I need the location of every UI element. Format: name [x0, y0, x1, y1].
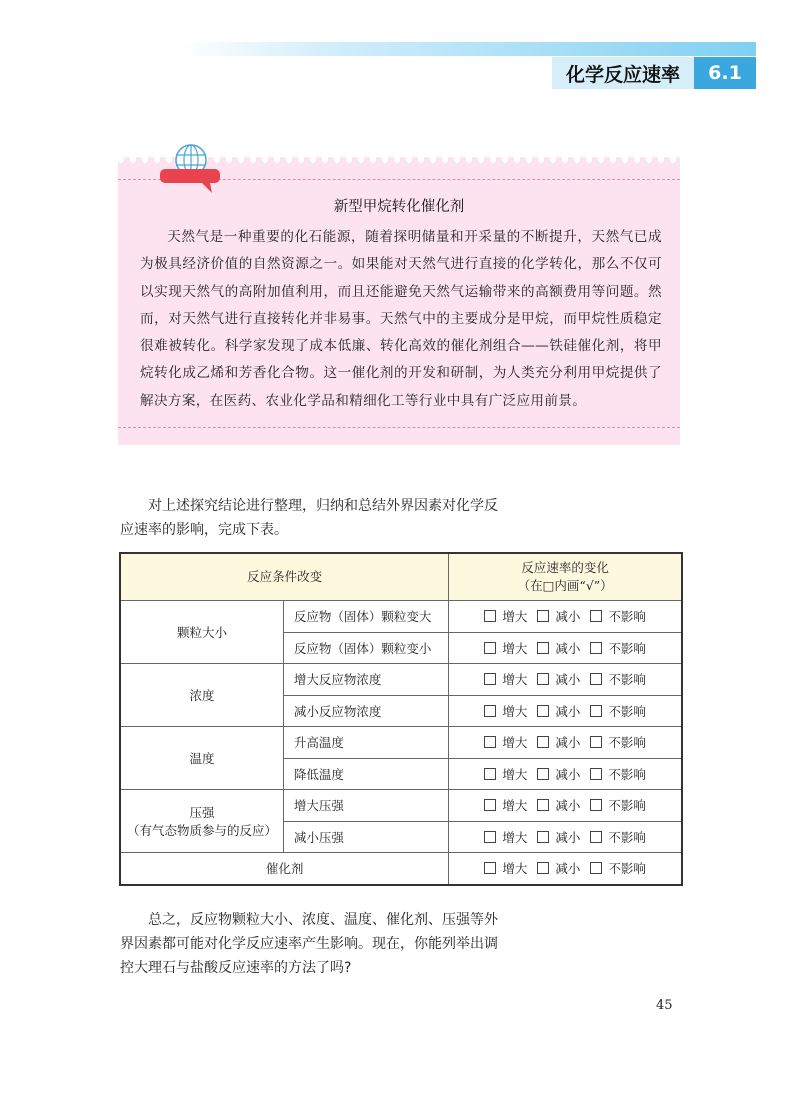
checkbox-icon[interactable]: [537, 673, 549, 685]
checkbox-icon[interactable]: [537, 610, 549, 622]
options-cell: [449, 664, 682, 696]
checkbox-icon[interactable]: [590, 673, 602, 685]
factor-catalyst: 催化剂: [120, 853, 449, 885]
checkbox-icon[interactable]: [590, 642, 602, 654]
option-decrease[interactable]: [537, 670, 580, 688]
option-label: 增大: [502, 829, 528, 845]
checkbox-icon[interactable]: [590, 831, 602, 843]
option-increase[interactable]: [484, 828, 527, 846]
option-increase[interactable]: [484, 702, 527, 720]
checkbox-icon[interactable]: [537, 799, 549, 811]
option-no-effect[interactable]: [590, 733, 646, 751]
checkbox-icon[interactable]: [484, 831, 496, 843]
header-condition: 反应条件改变: [120, 553, 449, 601]
options-cell: [449, 632, 682, 664]
header-change-line1: 反应速率的变化: [521, 560, 609, 575]
option-decrease[interactable]: [537, 733, 580, 751]
option-decrease[interactable]: [537, 702, 580, 720]
header-gradient-strip: [180, 42, 756, 56]
option-no-effect[interactable]: [590, 639, 646, 657]
factors-table: [119, 552, 683, 886]
option-no-effect[interactable]: [590, 765, 646, 783]
factor-pressure-line1: 压强: [189, 805, 215, 820]
condition-cell: 反应物（固体）颗粒变小: [283, 632, 448, 664]
checkbox-icon[interactable]: [590, 768, 602, 780]
option-label: 不影响: [608, 829, 646, 845]
option-label: 增大: [502, 703, 528, 719]
checkbox-icon[interactable]: [590, 862, 602, 874]
option-label: 不影响: [608, 703, 646, 719]
option-label: 减小: [555, 798, 581, 814]
condition-cell: 升高温度: [283, 727, 448, 759]
checkbox-icon[interactable]: [484, 673, 496, 685]
condition-cell: 减小压强: [283, 821, 448, 853]
table-header-row: [120, 553, 682, 601]
option-label: 增大: [502, 609, 528, 625]
options-cell: [449, 758, 682, 790]
info-box-text: 天然气是一种重要的化石能源，随着探明储量和开采量的不断提升，天然气已成为极具经济价值的自然资源之一。如果能对天然气进行直接的化学转化，那么不仅可以实现天然气的高附加值利用，而且还能避免天然气运输带来的高额费用等问题。然而，对天然气进行直接转化并非易事。天然气中的主要成分是甲烷，而甲烷性质稳定很难被转化。科学家发现了成本低廉、转化高效的催化剂组合——铁硅催化剂，将甲烷转化成乙烯和芳香化合物。这一催化剂的开发和研制，为人类充分利用甲烷提供了解决方案，在医药、农业化学品和精细化工等行业中具有广泛应用前景。: [140, 229, 662, 409]
checkbox-icon[interactable]: [590, 610, 602, 622]
checkbox-icon[interactable]: [537, 862, 549, 874]
option-label: 不影响: [608, 735, 646, 751]
factor-temperature: 温度: [120, 727, 283, 790]
option-no-effect[interactable]: [590, 828, 646, 846]
option-label: 减小: [555, 640, 581, 656]
condition-cell: 减小反应物浓度: [283, 695, 448, 727]
option-increase[interactable]: [484, 639, 527, 657]
condition-cell: 降低温度: [283, 758, 448, 790]
options-cell: [449, 853, 682, 885]
factor-pressure: [120, 790, 283, 853]
option-label: 增大: [502, 861, 528, 877]
closing-paragraph: 总之，反应物颗粒大小、浓度、温度、催化剂、压强等外界因素都可能对化学反应速率产生影响。现在，你能列举出调控大理石与盐酸反应速率的方法了吗?: [120, 912, 498, 976]
option-label: 减小: [555, 672, 581, 688]
table-row: [120, 601, 682, 633]
option-no-effect[interactable]: [590, 607, 646, 625]
condition-cell: 增大反应物浓度: [283, 664, 448, 696]
option-no-effect[interactable]: [590, 670, 646, 688]
option-decrease[interactable]: [537, 607, 580, 625]
option-increase[interactable]: [484, 859, 527, 877]
option-label: 不影响: [608, 766, 646, 782]
option-label: 不影响: [608, 798, 646, 814]
option-increase[interactable]: [484, 670, 527, 688]
option-increase[interactable]: [484, 733, 527, 751]
checkbox-icon[interactable]: [537, 768, 549, 780]
option-label: 不影响: [608, 861, 646, 877]
factor-pressure-line2: （有气态物质参与的反应）: [126, 823, 277, 838]
options-cell: [449, 727, 682, 759]
checkbox-icon[interactable]: [537, 705, 549, 717]
option-decrease[interactable]: [537, 639, 580, 657]
option-label: 不影响: [608, 640, 646, 656]
option-label: 增大: [502, 640, 528, 656]
checkbox-icon[interactable]: [537, 642, 549, 654]
factor-concentration: 浓度: [120, 664, 283, 727]
option-label: 减小: [555, 703, 581, 719]
factor-particle: 颗粒大小: [120, 601, 283, 664]
header-change: [449, 553, 682, 601]
option-increase[interactable]: [484, 765, 527, 783]
checkbox-icon[interactable]: [484, 736, 496, 748]
option-label: 增大: [502, 735, 528, 751]
options-cell: [449, 821, 682, 853]
options-cell: [449, 601, 682, 633]
checkbox-icon[interactable]: [537, 736, 549, 748]
intro-paragraph: 对上述探究结论进行整理，归纳和总结外界因素对化学反应速率的影响，完成下表。: [120, 498, 498, 538]
globe-speech-badge-icon: [158, 143, 224, 195]
condition-cell: 增大压强: [283, 790, 448, 822]
option-increase[interactable]: [484, 796, 527, 814]
option-no-effect[interactable]: [590, 796, 646, 814]
option-decrease[interactable]: [537, 828, 580, 846]
checkbox-icon[interactable]: [484, 642, 496, 654]
options-cell: [449, 790, 682, 822]
option-increase[interactable]: [484, 607, 527, 625]
option-label: 减小: [555, 735, 581, 751]
checkbox-icon[interactable]: [590, 736, 602, 748]
option-label: 增大: [502, 766, 528, 782]
checkbox-icon[interactable]: [484, 610, 496, 622]
header-change-line2: （在□内画“√”）: [517, 578, 613, 593]
section-number: 6.1: [694, 57, 756, 89]
checkbox-icon[interactable]: [484, 799, 496, 811]
table-row: [120, 664, 682, 696]
chapter-title: 化学反应速率: [552, 57, 694, 89]
option-label: 减小: [555, 861, 581, 877]
option-no-effect[interactable]: [590, 702, 646, 720]
checkbox-icon[interactable]: [484, 705, 496, 717]
option-label: 增大: [502, 672, 528, 688]
option-decrease[interactable]: [537, 765, 580, 783]
checkbox-icon[interactable]: [537, 831, 549, 843]
option-label: 增大: [502, 798, 528, 814]
option-label: 减小: [555, 829, 581, 845]
option-label: 减小: [555, 609, 581, 625]
option-label: 不影响: [608, 672, 646, 688]
table-row: [120, 727, 682, 759]
checkbox-icon[interactable]: [484, 862, 496, 874]
condition-cell: 反应物（固体）颗粒变大: [283, 601, 448, 633]
info-box-title: 新型甲烷转化催化剂: [333, 199, 465, 215]
options-cell: [449, 695, 682, 727]
option-decrease[interactable]: [537, 796, 580, 814]
table-row: [120, 790, 682, 822]
option-label: 减小: [555, 766, 581, 782]
table-row: [120, 853, 682, 885]
page-number: 45: [656, 998, 673, 1013]
option-label: 不影响: [608, 609, 646, 625]
info-box-bottom-dashline: [118, 427, 680, 428]
option-no-effect[interactable]: [590, 859, 646, 877]
checkbox-icon[interactable]: [590, 705, 602, 717]
checkbox-icon[interactable]: [484, 768, 496, 780]
checkbox-icon[interactable]: [590, 799, 602, 811]
option-decrease[interactable]: [537, 859, 580, 877]
